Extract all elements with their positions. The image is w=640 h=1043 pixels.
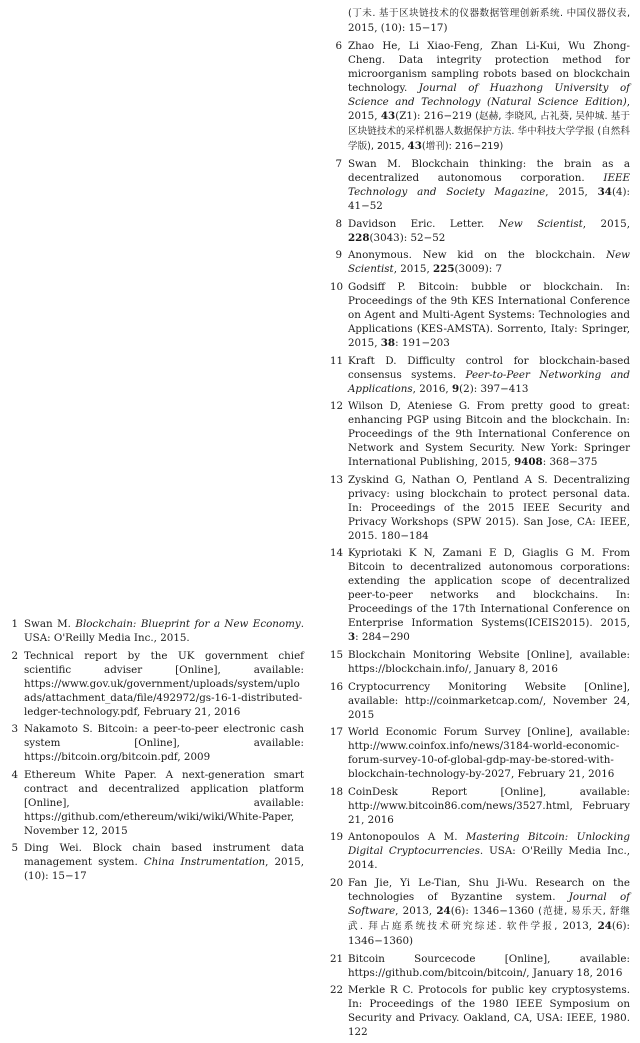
reference-segment: China Instrumentation [143,856,266,869]
reference-segment: (丁未. 基于区块链技术的仪器数据管理创新系统. 中国仪器仪表, [348,8,630,19]
reference-item [330,248,630,276]
reference-segment: Blockchain: Blueprint for a New Economy [75,618,301,630]
reference-continuation [330,6,630,35]
reference-segment: (增刊): 216−219) [421,140,504,152]
reference-number: 1 [11,618,18,630]
reference-item [330,546,630,644]
reference-text [348,983,630,1039]
reference-segment: 3 [348,631,356,644]
reference-segment: 228 [348,231,370,244]
reference-number: 6 [335,39,342,52]
reference-text [348,354,630,396]
reference-number: 10 [330,280,344,293]
reference-segment: Swan M. [24,618,76,630]
reference-segment: , 2015, [348,95,630,122]
reference-number: 22 [330,984,344,997]
reference-item [330,217,630,245]
reference-segment: , 2015, [582,217,631,230]
reference-segment: 43 [407,139,422,152]
reference-number [330,6,348,35]
reference-segment: (范捷, 易乐天, 舒继武. 拜占庭系统技术研究综述. 软件学报, [348,905,630,932]
reference-item [330,983,630,1039]
reference-segment: Fan Jie, Yi Le-Tian, Shu Ji-Wu. Research on the technologies of Byzantine system. [348,876,630,903]
reference-segment: 2013, [562,919,598,932]
reference-segment: Kraft D. Difficulty control for blockchain-based consensus systems. [348,354,630,381]
reference-segment: Nakamoto S. Bitcoin: a peer-to-peer electronic cash system [Online], available: https://bitcoin.org/bitcoin.pdf, 2009 [24,723,304,764]
reference-number: 3 [11,723,18,736]
reference-segment: (2): 397−413 [459,382,529,395]
reference-segment: 24 [597,919,612,932]
reference-number: 8 [335,217,342,230]
reference-number: 2 [11,649,18,662]
reference-text [348,952,630,980]
reference-text [24,722,304,764]
reference-number: 19 [330,831,344,844]
reference-item [330,725,630,781]
reference-text [348,6,630,35]
reference-segment: Kypriotaki K N, Zamani E D, Giaglis G M. From Bitcoin to decentralized autonomous corporations: extending the application scope of decentralized peer-to-peer networks and blockchains. In: Proceedings of the 17th International Conference on Enterprise Information Systems(ICEIS2015). 2015, [348,547,630,630]
reference-segment: IEEE Technology and Society Magazine [348,172,630,199]
reference-number: 16 [330,680,344,693]
reference-text [348,217,630,245]
reference-number: 12 [330,400,344,413]
reference-segment: 9408 [514,456,543,469]
reference-item [8,722,304,764]
reference-segment: : 284−290 [355,631,410,644]
reference-segment: New Scientist [348,249,630,276]
reference-item [330,280,630,350]
reference-text [348,280,630,350]
reference-text [348,725,630,781]
reference-segment: (Z1): 216−219 [395,109,476,122]
reference-segment: (赵赫, 李晓风, 占礼葵, 吴仲城. 基于区块链技术的采样机器人数据保护方法. 华中科技大学学报 (自然科学版), 2015, [348,110,630,152]
reference-segment: , 2016, [412,382,452,395]
reference-segment: Bitcoin Sourcecode [Online], available: https://github.com/bitcoin/bitcoin/, January 18, 2016 [348,952,630,979]
reference-segment: 2015, (10): 15−17) [348,22,448,34]
reference-segment: CoinDesk Report [Online], available: http://www.bitcoin86.com/news/3527.html, February 21, 2016 [348,785,630,826]
reference-text [24,768,304,838]
reference-number: 21 [330,952,344,965]
reference-text [348,785,630,827]
reference-segment: Technical report by the UK government chief scientific adviser [Online], available: https://www.gov.uk/government/uploads/system/uploads/attachment_data/file/492972/gs-16-1-distributed-ledger-technology.pdf, February 21, 2016 [24,649,304,718]
reference-item [330,473,630,543]
reference-text [348,399,630,469]
reference-segment: 34 [597,186,612,199]
reference-number: 7 [335,158,342,171]
reference-item [330,876,630,948]
reference-segment: (6): 1346−1360 [450,904,539,917]
reference-segment: 38 [380,336,396,349]
reference-number: 11 [330,354,344,367]
reference-segment: (4): 41−52 [348,186,630,213]
reference-segment: Antonopoulos A M. [348,831,466,844]
reference-segment: , 2013, [395,904,437,917]
reference-segment: 225 [433,263,455,276]
reference-segment: Mastering Bitcoin: Unlocking Digital Cryptocurrencies [348,831,630,858]
reference-segment: Zhao He, Li Xiao-Feng, Zhan Li-Kui, Wu Zhong-Cheng. Data integrity protection method for microorganism sampling robots based on blockchain technology. [348,39,630,94]
reference-segment: , 2015, [393,263,434,276]
references-left-column [8,617,304,887]
reference-item [330,399,630,469]
reference-text [348,876,630,948]
reference-segment: , 2015, (10): 15−17 [24,856,304,883]
reference-segment: Godsiff P. Bitcoin: bubble or blockchain. In: Proceedings of the 9th KES International Conference on Agent and Multi-Agent Systems: Technologies and Applications (KES-AMSTA). Sorrento, Italy: Springer, 2015, [348,280,630,349]
reference-segment: (3043): 52−52 [369,231,446,244]
reference-number: 13 [330,473,344,486]
reference-segment: Blockchain Monitoring Website [Online], available: https://blockchain.info/, January 8, 2016 [348,648,630,675]
reference-segment: Peer-to-Peer Networking and Applications [348,368,630,395]
reference-number: 14 [330,547,344,560]
reference-number: 20 [330,876,344,889]
reference-item [8,841,304,883]
reference-text [348,39,630,154]
reference-text [348,830,630,872]
reference-segment: (3009): 7 [454,263,503,276]
reference-text [348,680,630,722]
reference-item [330,785,630,827]
reference-item [330,39,630,154]
reference-item [8,768,304,838]
reference-segment: . USA: O'Reilly Media Inc., 2014. [348,845,630,872]
reference-number: 5 [11,842,18,855]
reference-segment: 43 [380,109,396,122]
reference-segment: , 2015, [545,186,598,199]
reference-segment: New Scientist [498,217,583,230]
references-right-column [330,6,630,1043]
reference-item [330,830,630,872]
reference-segment: Wilson D, Ateniese G. From pretty good to great: enhancing PGP using Bitcoin and the blockchain. In: Proceedings of the 9th International Conference on Network and System Security. New York: Springer International Publishing, 2015, [348,400,630,469]
reference-segment: Davidson Eric. Letter. [348,217,499,230]
reference-segment: . USA: O'Reilly Media Inc., 2015. [24,618,304,644]
reference-segment: Ding Wei. Block chain based instrument data management system. [24,842,304,869]
reference-segment: : 368−375 [542,456,598,469]
reference-segment: 9 [451,382,460,395]
reference-segment: Swan M. Blockchain thinking: the brain as a decentralized autonomous corporation. [348,158,630,185]
reference-item [330,157,630,213]
reference-text [348,546,630,644]
reference-text [24,841,304,883]
reference-segment: World Economic Forum Survey [Online], available: http://www.coinfox.info/news/3184-world-economic-forum-survey-10-of-global-gdp-may-be-stored-with-blockchain-technology-by-2027, February 21, 2016 [348,726,630,781]
reference-text [24,617,304,645]
reference-number: 18 [330,785,344,798]
reference-text [348,648,630,676]
reference-segment: Zyskind G, Nathan O, Pentland A S. Decentralizing privacy: using blockchain to protect personal data. In: Proceedings of the 2015 IEEE Security and Privacy Workshops (SPW 2015). San Jose, CA: IEEE, 2015. 180−184 [348,473,630,542]
reference-segment: (6): 1346−1360) [348,919,630,947]
reference-number: 17 [330,726,344,739]
reference-text [24,649,304,719]
reference-number: 4 [11,768,18,781]
reference-text [348,473,630,543]
reference-item [330,648,630,676]
reference-segment: : 191−203 [395,336,450,349]
reference-segment: Ethereum White Paper. A next-generation smart contract and decentralized application platform [Online], available: https://github.com/ethereum/wiki/wiki/White-Paper, November 12, 2015 [24,768,304,837]
reference-item [330,354,630,396]
reference-segment: Merkle R C. Protocols for public key cryptosystems. In: Proceedings of the 1980 IEEE Symposium on Security and Privacy. Oakland, CA, USA: IEEE, 1980. 122 [348,984,630,1039]
reference-number: 9 [335,249,342,262]
reference-item [8,617,304,645]
reference-segment: Anonymous. New kid on the blockchain. [348,249,607,262]
reference-number: 15 [330,648,344,661]
reference-item [330,952,630,980]
reference-segment: Journal of Huazhong University of Science and Technology (Natural Science Edition) [348,81,630,108]
reference-item [8,649,304,719]
reference-segment: 24 [436,904,451,917]
reference-segment: Journal of Software [348,890,630,917]
reference-text [348,248,630,276]
reference-text [348,157,630,213]
reference-segment: Cryptocurrency Monitoring Website [Online], available: http://coinmarketcap.com/, November 24, 2015 [348,680,630,721]
reference-item [330,680,630,722]
